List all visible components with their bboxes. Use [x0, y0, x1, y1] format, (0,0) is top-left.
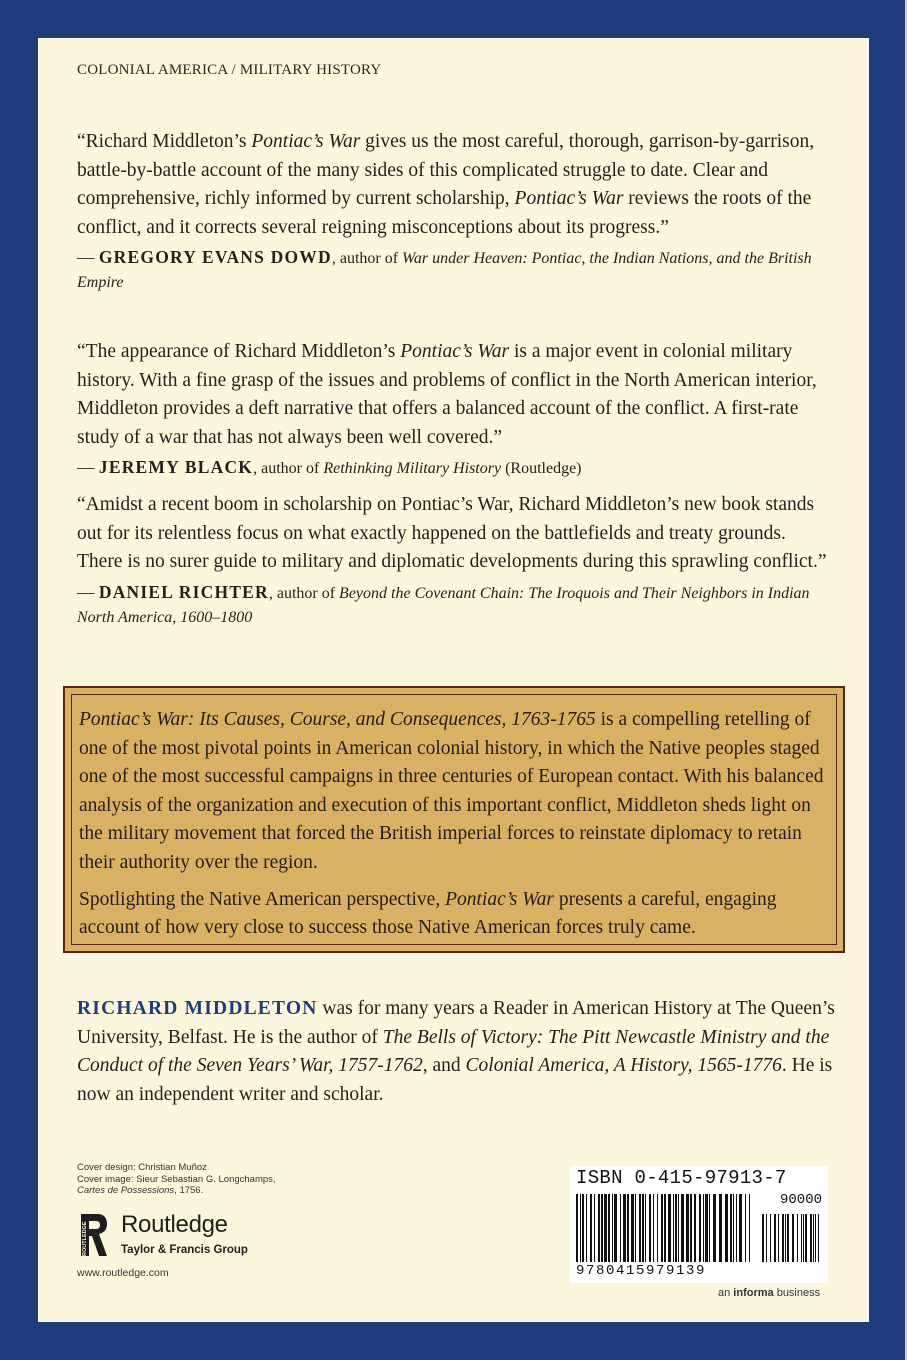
- isbn-number: ISBN 0-415-97913-7: [576, 1167, 787, 1189]
- reviewer-work: War under Heaven: Pontiac, the Indian Nations, and the British Empire: [77, 250, 812, 292]
- description-paragraph-1: [79, 706, 831, 878]
- routledge-logo-icon: [77, 1210, 111, 1260]
- cover-design-credit: Cover design: Christian Muñoz: [77, 1162, 207, 1173]
- work-note: (Routledge): [501, 460, 582, 478]
- publisher-group: Taylor & Francis Group: [121, 1244, 248, 1256]
- attribution-dash: —: [77, 247, 99, 268]
- bio-text: , and: [422, 1055, 466, 1077]
- author-bio: [77, 995, 837, 1109]
- publisher-block: [77, 1210, 277, 1260]
- isbn-barcode: [570, 1166, 828, 1283]
- description-body: is a compelling retelling of one of the most pivotal points in American colonial history, in which the Native peoples staged one of the most successful campaigns in three centuries of European contact. With his balanced analysis of the organization and execution of this important conflict, Middleton sheds light on the military movement that forced the British imperial forces to reinstate diplomacy to retain their authority over the region.: [79, 709, 824, 873]
- description-text: [79, 706, 831, 951]
- cover-image-year: , 1756.: [174, 1185, 204, 1196]
- quote-attribution: [77, 581, 827, 629]
- cover-image-title-line: [77, 1185, 337, 1197]
- informa-brand: informa: [733, 1287, 774, 1299]
- quote-text: “Amidst a recent boom in scholarship on Pontiac’s War, Richard Middleton’s new book stands out for its relentless focus on what exactly happened on the battlefields and treaty grounds. There is no surer guide to military and diplomatic developments during this sprawling conflict.”: [77, 494, 827, 573]
- quote-text: “Richard Middleton’s: [77, 131, 252, 152]
- price-code: 90000: [779, 1192, 822, 1208]
- category-label: COLONIAL AMERICA / MILITARY HISTORY: [77, 62, 382, 78]
- informa-tagline: [718, 1287, 820, 1299]
- attribution-dash: —: [77, 457, 99, 478]
- description-body: presents a careful, engaging account of how very close to success those Native American forces truly came.: [79, 888, 777, 939]
- informa-prefix: an: [718, 1287, 734, 1299]
- bio-text: . He is now an independent writer and scholar.: [77, 1055, 833, 1105]
- quote-text: gives us the most careful, thorough, garrison-by-garrison, battle-by-battle account of the many sides of this complicated struggle to date. Clear and comprehensive, richly informed by current scholarship,: [77, 131, 815, 210]
- quote-title: Pontiac’s War: [400, 341, 510, 362]
- author-of: , author of: [253, 460, 324, 478]
- description-paragraph-2: [79, 886, 831, 943]
- quote-text: reviews the roots of the conflict, and it corrects several reigning misconceptions about its progress.”: [77, 188, 812, 238]
- publisher-url: www.routledge.com: [77, 1267, 169, 1279]
- logo-text: ROUTLEDGE: [82, 1221, 88, 1256]
- description-body: Spotlighting the Native American perspective,: [79, 888, 446, 910]
- review-quote-2: [77, 338, 827, 480]
- bio-text: was for many years a Reader in American History at The Queen’s University, Belfast. He is the author of: [77, 998, 835, 1048]
- quote-text: “The appearance of Richard Middleton’s: [77, 341, 401, 362]
- quote-attribution: [77, 456, 827, 480]
- description-panel: [63, 686, 845, 953]
- book-full-title: Pontiac’s War: Its Causes, Course, and Consequences, 1763-1765: [79, 709, 596, 730]
- reviewer-work: Rethinking Military History: [323, 460, 502, 478]
- cover-image-title: Cartes de Possessions: [77, 1185, 175, 1196]
- quote-attribution: [77, 246, 827, 294]
- quote-title: Pontiac’s War: [514, 188, 624, 210]
- quote-title: Pontiac’s War: [251, 131, 361, 152]
- cover-image-credit: Cover image: Sieur Sebastian G. Longchamps,: [77, 1173, 276, 1185]
- ean-number: 9780415979139: [576, 1263, 707, 1279]
- publisher-name: Routledge: [121, 1211, 228, 1238]
- reviewer-name: JEREMY BLACK: [98, 457, 254, 478]
- attribution-dash: —: [77, 581, 99, 602]
- bio-book: Colonial America, A History, 1565-1776: [465, 1055, 782, 1077]
- reviewer-name: DANIEL RICHTER: [98, 581, 269, 602]
- author-name: RICHARD MIDDLETON: [77, 998, 318, 1019]
- reviewer-name: GREGORY EVANS DOWD: [98, 247, 332, 268]
- bio-book: The Bells of Victory: The Pitt Newcastle Ministry and the Conduct of the Seven Years’ War, 1757-1762: [77, 1026, 830, 1077]
- informa-suffix: business: [773, 1287, 821, 1299]
- author-of: , author of: [268, 584, 340, 602]
- author-of: , author of: [331, 250, 403, 268]
- book-title: Pontiac’s War: [445, 888, 554, 910]
- review-quote-1: [77, 128, 827, 294]
- cover-credits: [77, 1162, 337, 1197]
- review-quote-3: [77, 491, 827, 629]
- reviewer-work: Beyond the Covenant Chain: The Iroquois and Their Neighbors in Indian North America, 1600–1800: [77, 584, 810, 626]
- quote-text: is a major event in colonial military history. With a fine grasp of the issues and problems of conflict in the North American interior, Middleton provides a deft narrative that offers a balanced account of the conflict. A first-rate study of a war that has not always been well covered.”: [77, 341, 817, 448]
